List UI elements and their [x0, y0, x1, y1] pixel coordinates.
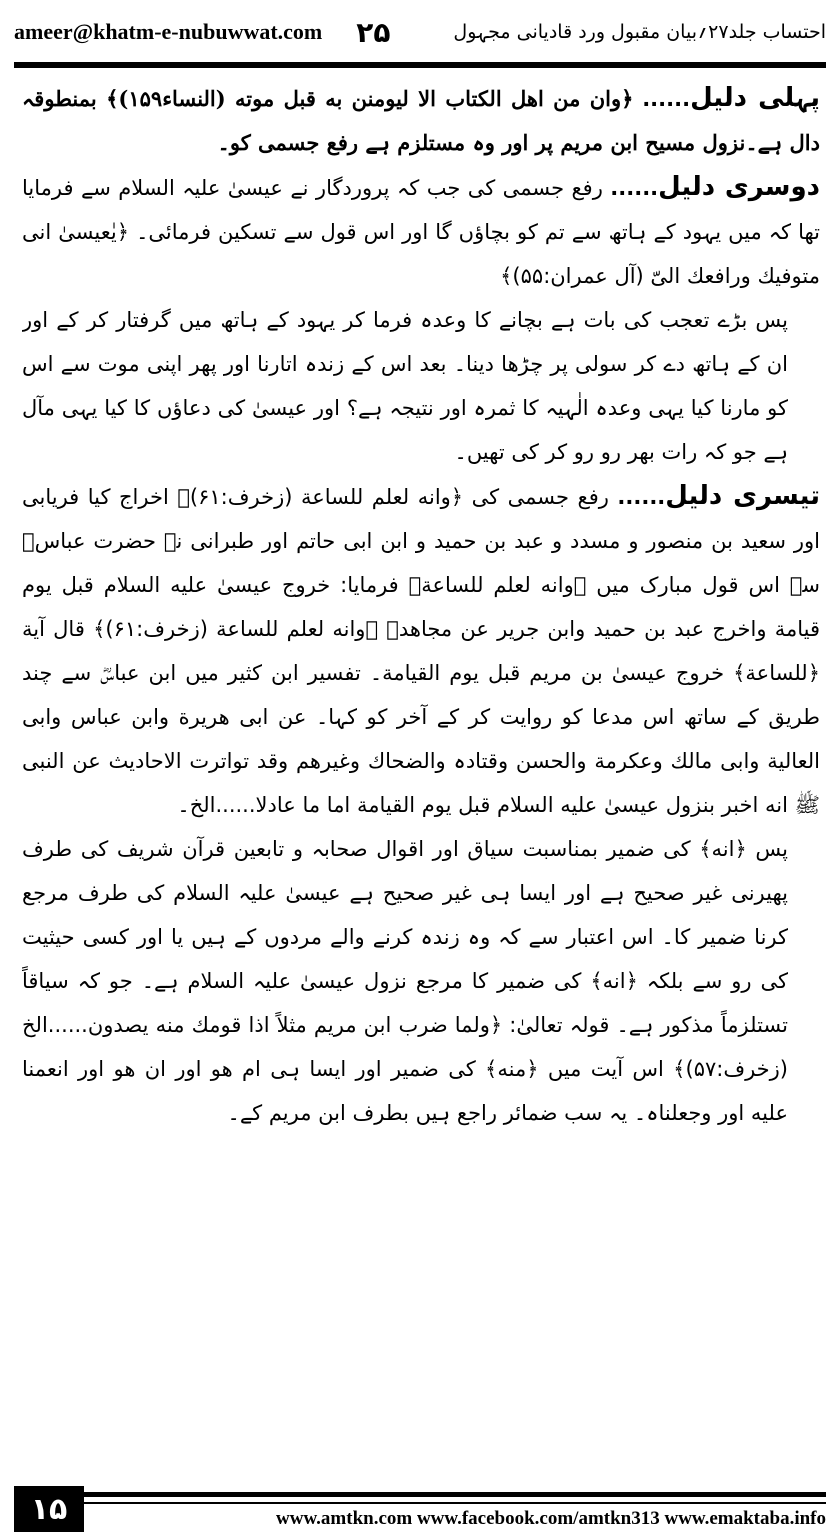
paragraph-first-argument: پہلی دلیل...... ﴿وان من اهل الکتاب الا لیومنن به قبل موته (النساء۱۵۹)﴾ بمنطوقہ دال ہے۔نزول مسیح ابن مریم پر اور وہ مستلزم ہے رفع جسمی کو۔ — [22, 83, 820, 155]
header-rule — [14, 62, 826, 68]
footer-links: www.amtkn.com www.facebook.com/amtkn313 www.emaktaba.info — [276, 1508, 826, 1529]
footer-page-number: ۱۵ — [14, 1486, 84, 1532]
paragraph-text: پس بڑے تعجب کی بات ہے بچانے کا وعدہ فرما کر یہود کے ہاتھ میں گرفتار کر کے اور ان کے ہاتھ دے کر سولی پر چڑھا دینا۔ بعد اس کے زندہ اتارنا اور پھر اپنی موت سے اس کو مارنا کیا یہی وعدہ الٰہیہ کا ثمرہ اور نتیجہ ہے؟ اور عیسیٰ کی دعاؤں کا کیا یہی مآل ہے جو کہ رات بھر رو رو کر کی تھیں۔ — [22, 308, 788, 464]
heading-second-argument: دوسری دلیل — [658, 172, 820, 202]
paragraph-text: پس ﴿انه﴾ کی ضمیر بمناسبت سیاق اور اقوال صحابہ و تابعین قرآن شریف کی طرف پھیرنی غیر صحیح ہے اور ایسا ہی غیر صحیح ہے عیسیٰ علیہ السلام کی طرف مرجع کرنا ضمیر کا۔ اس اعتبار سے کہ وہ زندہ کرنے والے مردوں کے ہیں یا اور کسی حیثیت کی رو سے بلکہ ﴿انه﴾ کی ضمیر کا مرجع نزول عیسیٰ علیہ السلام ہے۔ جو کہ سیاقاً تستلزماً مذکور ہے۔ قولہ تعالیٰ: ﴿ولما ضرب ابن مریم مثلاً اذا قومك منه یصدون......الخ (زخرف:۵۷)﴾ اس آیت میں ﴿منه﴾ کی ضمیر اور ایسا ہی ام هو اور ان هو اور انعمنا علیه اور وجعلناہ۔ یہ سب ضمائر راجع ہیں بطرف ابن مریم کے۔ — [22, 837, 788, 1125]
heading-third-argument: تیسری دلیل — [665, 481, 820, 511]
footer-rule-thin — [84, 1502, 826, 1504]
page-body — [22, 76, 820, 1466]
page-header — [14, 14, 826, 50]
footer-rule — [84, 1492, 826, 1497]
paragraph-text: ﴿وان من اهل الکتاب الا لیومنن به قبل موته (النساء۱۵۹)﴾ بمنطوقہ دال ہے۔نزول مسیح ابن مریم پر اور وہ مستلزم ہے رفع جسمی کو۔ — [22, 86, 820, 155]
paragraph-commentary — [22, 298, 820, 474]
header-email: ameer@khatm-e-nubuwwat.com — [14, 19, 323, 44]
header-page-number: ۲۵ — [356, 15, 391, 49]
paragraph-second-argument: دوسری دلیل...... رفع جسمی کی جب کہ پروردگار نے عیسیٰ علیہ السلام سے فرمایا تھا کہ میں یہود کے ہاتھ سے تم کو بچاؤں گا اور اس قول سے تسکین فرمائی۔ ﴿یٰعیسیٰ انی متوفیك ورافعك الیّ (آل عمران:۵۵)﴾ — [22, 172, 820, 288]
heading-first-argument: پہلی دلیل — [690, 83, 820, 113]
paragraph-text: رفع جسمی کی ﴿وانه لعلم للساعة (زخرف:۶۱)﴾ اخراج کیا فریابی اور سعید بن منصور و مسدد و عبد بن حمید و ابن ابی حاتم اور طبرانی نے حضرت عباسؓ سے اس قول مبارک میں ﴿وانه لعلم للساعة﴾ فرمایا: خروج عیسیٰ علیه السلام قبل یوم قیامة واخرج عبد بن حمید وابن جریر عن مجاهدؒ ﴿وانه لعلم للساعة (زخرف:۶۱)﴾ قال آیة ﴿للساعة﴾ خروج عیسیٰ بن مریم قبل یوم القیامة۔ تفسیر ابن کثیر میں ابن عباسؓ سے چند طریق کے ساتھ اس مدعا کو روایت کر کے آخر کو کہا۔ عن ابی هریرة وابن عباس وابی العالیة وابی مالك وعکرمة والحسن وقتادہ والضحاك وغیرهم وقد تواترت الاحادیث عن النبی ﷺ انه اخبر بنزول عیسیٰ علیه السلام قبل یوم القیامة اما ما عادلا......الخ۔ — [22, 485, 820, 817]
header-title: احتساب جلد۲۷؍بیان مقبول ورد قادیانی مجہول — [453, 21, 826, 43]
paragraph-text: رفع جسمی کی جب کہ پروردگار نے عیسیٰ علیہ السلام سے فرمایا تھا کہ میں یہود کے ہاتھ سے تم کو بچاؤں گا اور اس قول سے تسکین فرمائی۔ ﴿یٰعیسیٰ انی متوفیك ورافعك الیّ (آل عمران:۵۵)﴾ — [22, 176, 820, 288]
page-footer — [14, 1486, 826, 1532]
paragraph-third-argument: تیسری دلیل...... رفع جسمی کی ﴿وانه لعلم للساعة (زخرف:۶۱)﴾ اخراج کیا فریابی اور سعید بن منصور و مسدد و عبد بن حمید و ابن ابی حاتم اور طبرانی نے حضرت عباسؓ سے اس قول مبارک میں ﴿وانه لعلم للساعة﴾ فرمایا: خروج عیسیٰ علیه السلام قبل یوم قیامة واخرج عبد بن حمید وابن جریر عن مجاهدؒ ﴿وانه لعلم للساعة (زخرف:۶۱)﴾ قال آیة ﴿للساعة﴾ خروج عیسیٰ بن مریم قبل یوم القیامة۔ تفسیر ابن کثیر میں ابن عباسؓ سے چند طریق کے ساتھ اس مدعا کو روایت کر کے آخر کو کہا۔ عن ابی هریرة وابن عباس وابی العالیة وابی مالك وعکرمة والحسن وقتادہ والضحاك وغیرهم وقد تواترت الاحادیث عن النبی ﷺ انه اخبر بنزول عیسیٰ علیه السلام قبل یوم القیامة اما ما عادلا......الخ۔ — [22, 481, 820, 817]
paragraph-conclusion — [22, 827, 820, 1135]
